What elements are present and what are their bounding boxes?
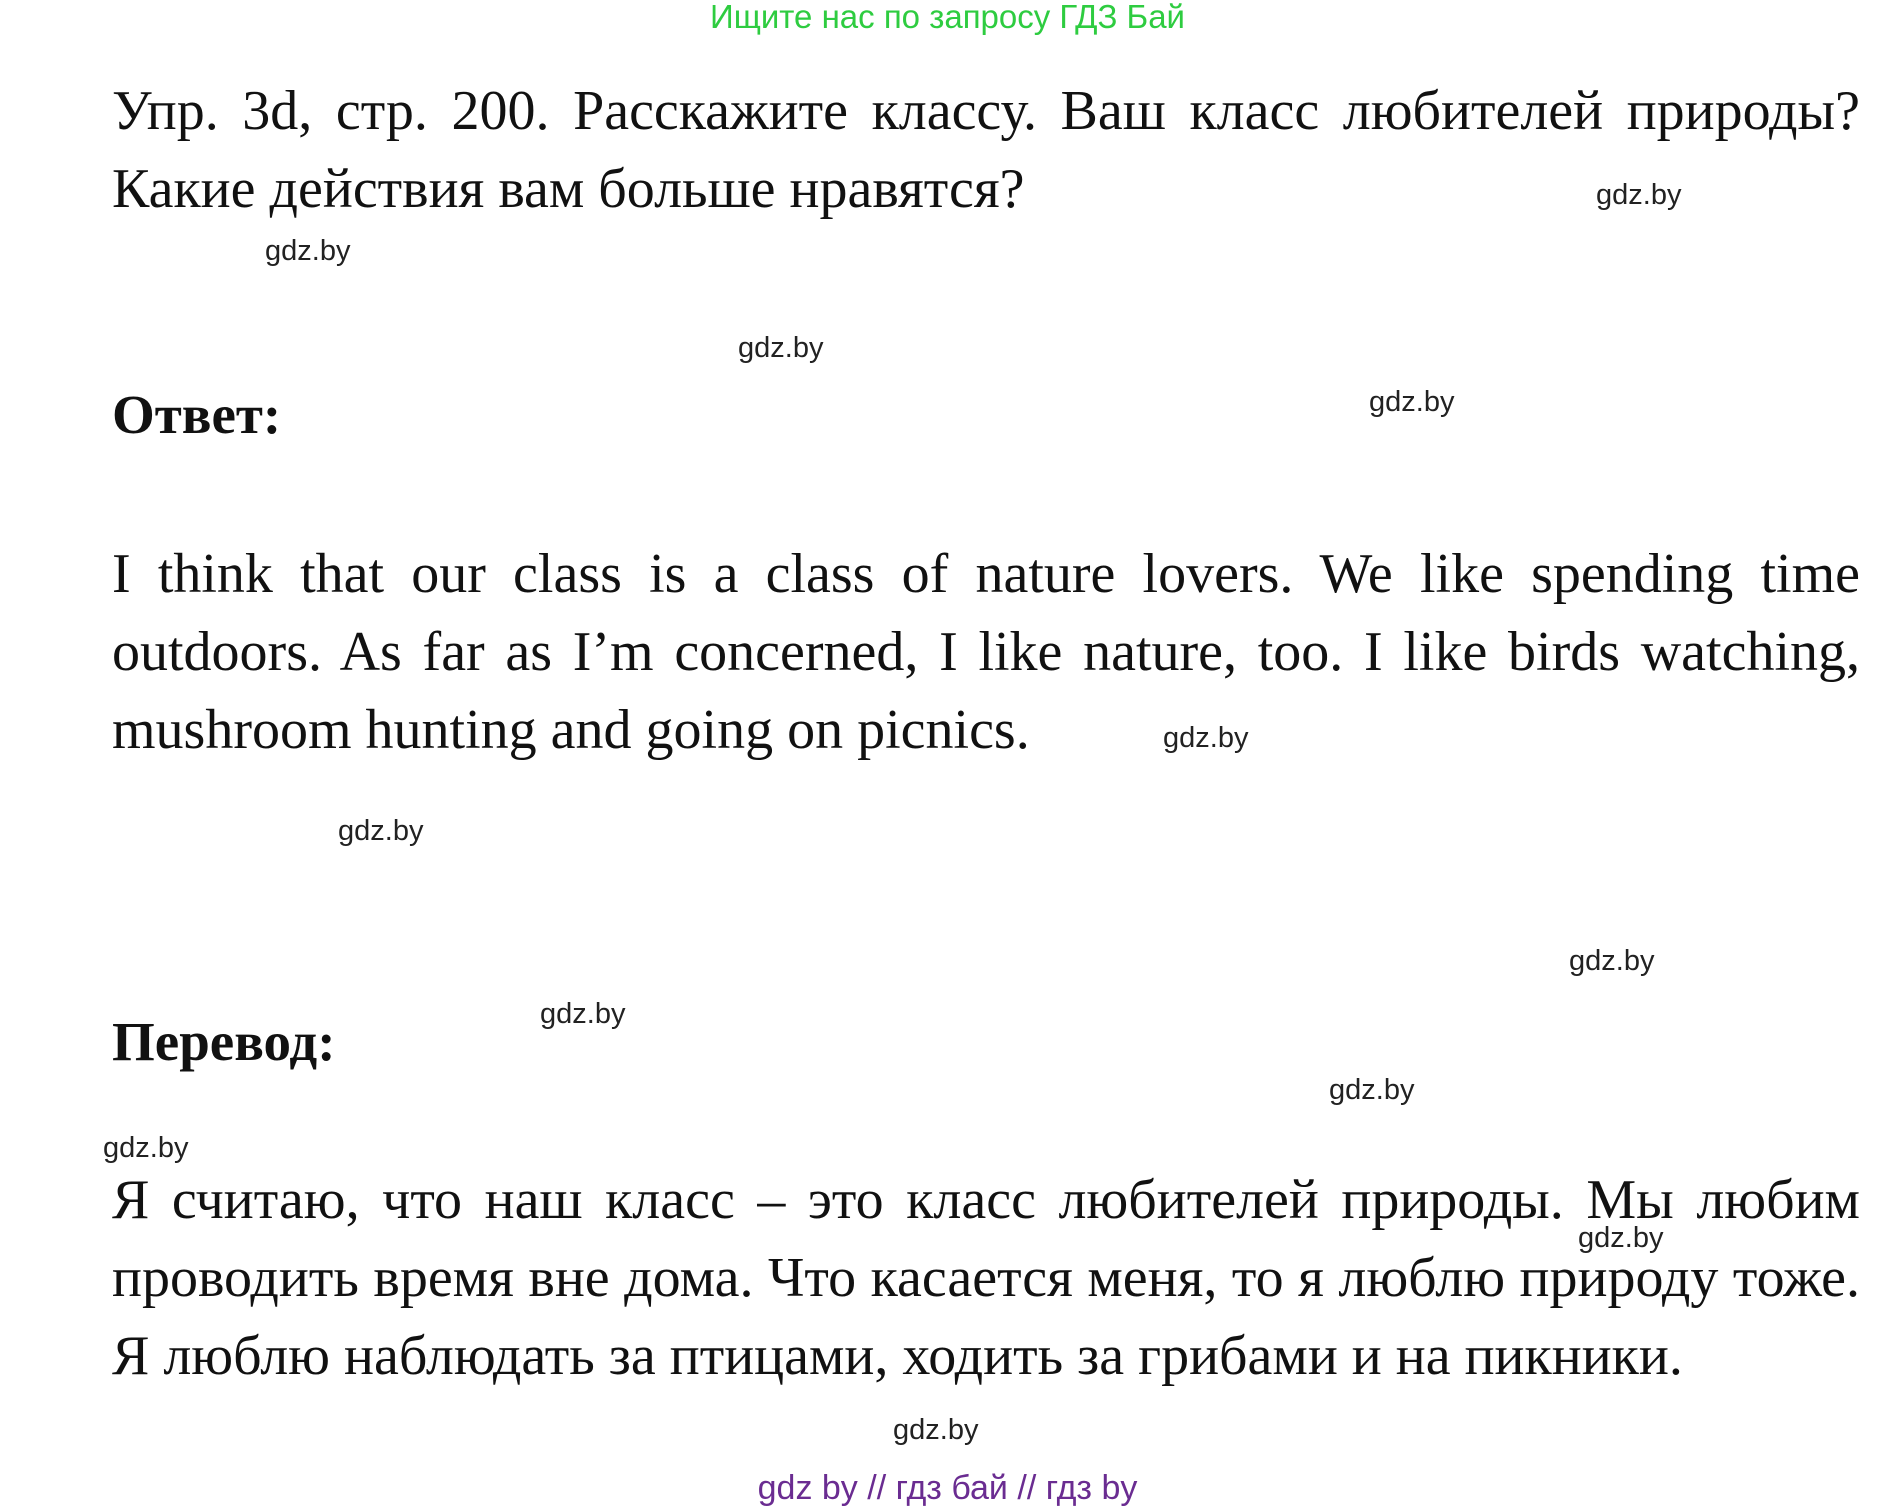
translation-heading: Перевод:	[112, 1011, 336, 1072]
watermark: gdz.by	[1569, 945, 1655, 977]
watermark: gdz.by	[338, 815, 424, 847]
watermark: gdz.by	[1596, 179, 1682, 211]
watermark: gdz.by	[1369, 386, 1455, 418]
answer-heading: Ответ:	[112, 384, 282, 445]
task-text: Упр. 3d, стр. 200. Расскажите классу. Ваш класс любителей природы? Какие действия вам больше нравятся?	[112, 80, 1860, 220]
watermark: gdz.by	[265, 235, 351, 267]
watermark: gdz.by	[893, 1414, 979, 1446]
footer-links: gdz by // гдз бай // гдз by	[757, 1469, 1138, 1507]
watermark: gdz.by	[738, 332, 824, 364]
answer-text: I think that our class is a class of nature lovers. We like spending time outdoors. As far as I’m concerned, I like nature, too. I like birds watching, mushroom hunting and going on picnics.	[112, 543, 1860, 761]
watermark: gdz.by	[1163, 722, 1249, 754]
translation-text: Я считаю, что наш класс – это класс любителей природы. Мы любим проводить время вне дома. Что касается меня, то я люблю природу тоже. Я люблю наблюдать за птицами, ходить за грибами и на пикники.	[112, 1169, 1860, 1387]
watermark: gdz.by	[1578, 1222, 1664, 1254]
watermark: gdz.by	[103, 1132, 189, 1164]
watermark: gdz.by	[1329, 1074, 1415, 1106]
watermark: gdz.by	[540, 998, 626, 1030]
search-hint-banner: Ищите нас по запросу ГДЗ Бай	[710, 0, 1185, 35]
